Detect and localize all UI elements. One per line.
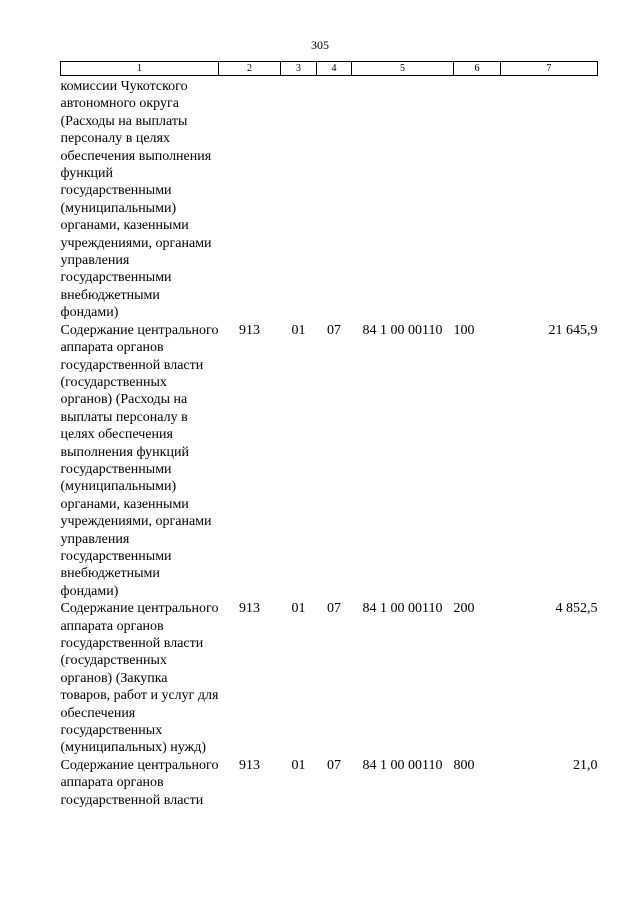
row-target-article: 84 1 00 00110 — [362, 322, 443, 338]
row-code: 913 — [239, 601, 260, 617]
continuation-description: комиссии Чукотского автономного округа (Расходы на выплаты персоналу в целях обеспечения выполнения функций государственными (муниципальными) органами, казенными учреждениями, органами управления государственными внебюджетными фондами) — [60, 79, 212, 321]
row-description: Содержание центрального аппарата органов государственной власти (государственных органов) (Расходы на выплаты персоналу в целях обеспечения выполнения функций государственными (муниципальными) органами, казенными учреждениями, органами управления государственными внебюджетными фондами) — [60, 322, 219, 599]
row-expense-type: 100 — [453, 322, 475, 338]
row-description: Содержание центрального аппарата органов государственной власти — [60, 757, 219, 808]
column-header-5: 5 — [352, 62, 454, 76]
row-code: 913 — [239, 757, 260, 773]
row-target-article: 84 1 00 00110 — [362, 757, 443, 773]
table-row — [61, 600, 598, 757]
row-amount: 4 852,5 — [555, 601, 598, 617]
row-subsection: 07 — [327, 601, 341, 617]
column-header-3: 3 — [281, 62, 317, 76]
budget-table — [60, 61, 598, 809]
row-code: 913 — [239, 322, 260, 338]
table-row — [61, 757, 598, 809]
table-header-row — [61, 62, 598, 76]
row-section: 01 — [291, 757, 306, 773]
table-row — [61, 322, 598, 601]
column-header-7: 7 — [501, 62, 598, 76]
row-section: 01 — [291, 322, 306, 338]
row-expense-type: 200 — [453, 601, 475, 617]
row-target-article: 84 1 00 00110 — [362, 601, 443, 617]
row-expense-type: 800 — [453, 757, 475, 773]
row-description: Содержание центрального аппарата органов государственной власти (государственных органов) (Закупка товаров, работ и услуг для обеспечения государственных (муниципальных) нужд) — [60, 601, 219, 756]
row-amount: 21 645,9 — [548, 322, 598, 338]
row-amount: 21,0 — [573, 757, 598, 773]
row-subsection: 07 — [327, 322, 341, 338]
column-header-2: 2 — [219, 62, 281, 76]
column-header-1: 1 — [61, 62, 219, 76]
column-header-4: 4 — [317, 62, 352, 76]
page-number: 305 — [311, 38, 329, 52]
table-row-continuation — [61, 76, 598, 322]
column-header-6: 6 — [454, 62, 501, 76]
row-subsection: 07 — [327, 757, 341, 773]
row-section: 01 — [291, 601, 306, 617]
